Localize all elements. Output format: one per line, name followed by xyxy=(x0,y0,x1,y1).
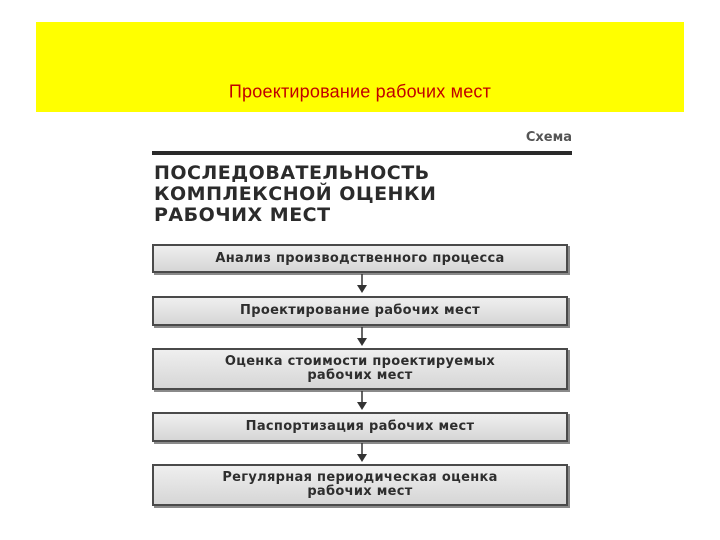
heading-rule xyxy=(152,151,572,155)
step-box xyxy=(152,244,568,273)
down-arrow-icon xyxy=(357,327,367,347)
diagram-heading xyxy=(154,163,564,226)
schema-label: Схема xyxy=(525,130,572,145)
step-box xyxy=(152,348,568,390)
step-text: рабочих мест xyxy=(307,484,413,499)
step-text: Оценка стоимости проектируемых xyxy=(224,354,496,369)
heading-line: КОМПЛЕКСНОЙ ОЦЕНКИ xyxy=(154,183,437,205)
heading-line: ПОСЛЕДОВАТЕЛЬНОСТЬ xyxy=(154,162,430,184)
flow-diagram xyxy=(152,130,572,510)
step-text: Паспортизация рабочих мест xyxy=(245,419,475,434)
heading-line: РАБОЧИХ МЕСТ xyxy=(154,204,331,226)
step-box xyxy=(152,464,568,506)
step-text: Анализ производственного процесса xyxy=(215,250,505,266)
page-title: Проектирование рабочих мест xyxy=(228,81,492,102)
step-text: Проектирование рабочих мест xyxy=(240,303,480,318)
step-text: рабочих мест xyxy=(307,368,413,383)
down-arrow-icon xyxy=(357,391,367,411)
step-text: Регулярная периодическая оценка xyxy=(222,470,498,485)
down-arrow-icon xyxy=(357,443,367,463)
step-box xyxy=(152,296,568,326)
down-arrow-icon xyxy=(357,274,367,294)
title-banner xyxy=(36,22,684,112)
step-box xyxy=(152,412,568,442)
